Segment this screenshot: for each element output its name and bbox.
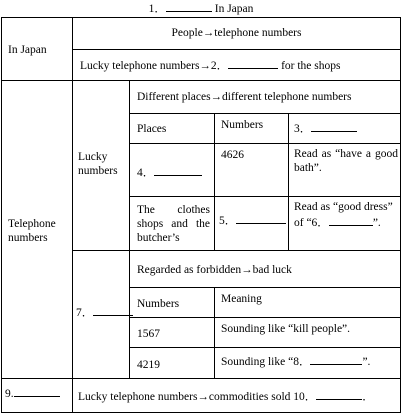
rule: [129, 143, 401, 144]
label-7: 7．: [76, 304, 133, 320]
number-5: 5．: [219, 212, 286, 228]
rule: [129, 317, 401, 318]
blank-10[interactable]: [316, 388, 362, 400]
rule: [1, 378, 401, 379]
places-4: 4．: [137, 164, 202, 180]
number-4219: 4219: [137, 359, 160, 371]
blank-2[interactable]: [228, 57, 278, 69]
different-places-text: Different places→different telephone numbers: [137, 91, 352, 103]
number-1567: 1567: [137, 328, 160, 340]
rule: [1, 412, 401, 413]
blank-1[interactable]: [166, 0, 212, 12]
blank-9[interactable]: [14, 385, 60, 397]
blank-5[interactable]: [236, 212, 286, 224]
commodities-text: Lucky telephone numbers→commodities sold 10． ．: [78, 388, 374, 404]
rule: [1, 80, 401, 81]
rule: [129, 287, 401, 288]
rule: [72, 17, 73, 413]
blank-7[interactable]: [93, 304, 133, 316]
col-numbers: Numbers: [221, 119, 264, 131]
rule: [129, 196, 401, 197]
col-places: Places: [137, 123, 167, 135]
telephone-numbers-label: Telephone numbers: [8, 218, 56, 244]
blank-6[interactable]: [329, 214, 373, 226]
col-3: 3．: [294, 120, 357, 136]
col-meaning: Meaning: [221, 293, 262, 305]
col-numbers-forbidden: Numbers: [137, 298, 180, 310]
meaning-8: Sounding like “8． ”.: [221, 353, 370, 369]
people-telephone-text: People→telephone numbers: [171, 27, 302, 39]
label-9: 9.: [5, 385, 60, 401]
table-title: 1． In Japan: [0, 0, 402, 16]
meaning-good-dress: Read as “good dress” of “6． ”.: [294, 201, 393, 229]
rule: [129, 113, 401, 114]
forbidden-text: Regarded as forbidden→bad luck: [137, 264, 292, 276]
rule: [1, 17, 2, 413]
places-clothes-butcher: The clothes shops and the butcher’s: [137, 204, 210, 244]
rule: [288, 113, 289, 250]
lucky-shops-text: Lucky telephone numbers→2． for the shops: [80, 57, 340, 73]
blank-8[interactable]: [310, 353, 362, 365]
blank-4[interactable]: [154, 164, 202, 176]
rule: [400, 17, 401, 413]
lucky-numbers-label: Lucky numbers: [78, 151, 118, 177]
number-4626: 4626: [221, 149, 244, 161]
rule: [214, 113, 215, 250]
blank-3[interactable]: [311, 120, 357, 132]
rule: [72, 49, 401, 50]
in-japan-label: In Japan: [8, 44, 47, 56]
rule: [72, 250, 401, 251]
rule: [1, 17, 401, 18]
meaning-kill: Sounding like “kill people”.: [221, 323, 351, 335]
rule: [129, 347, 401, 348]
meaning-bath: Read as “have a good bath”.: [294, 148, 398, 174]
rule: [129, 80, 130, 378]
rule: [214, 287, 215, 378]
